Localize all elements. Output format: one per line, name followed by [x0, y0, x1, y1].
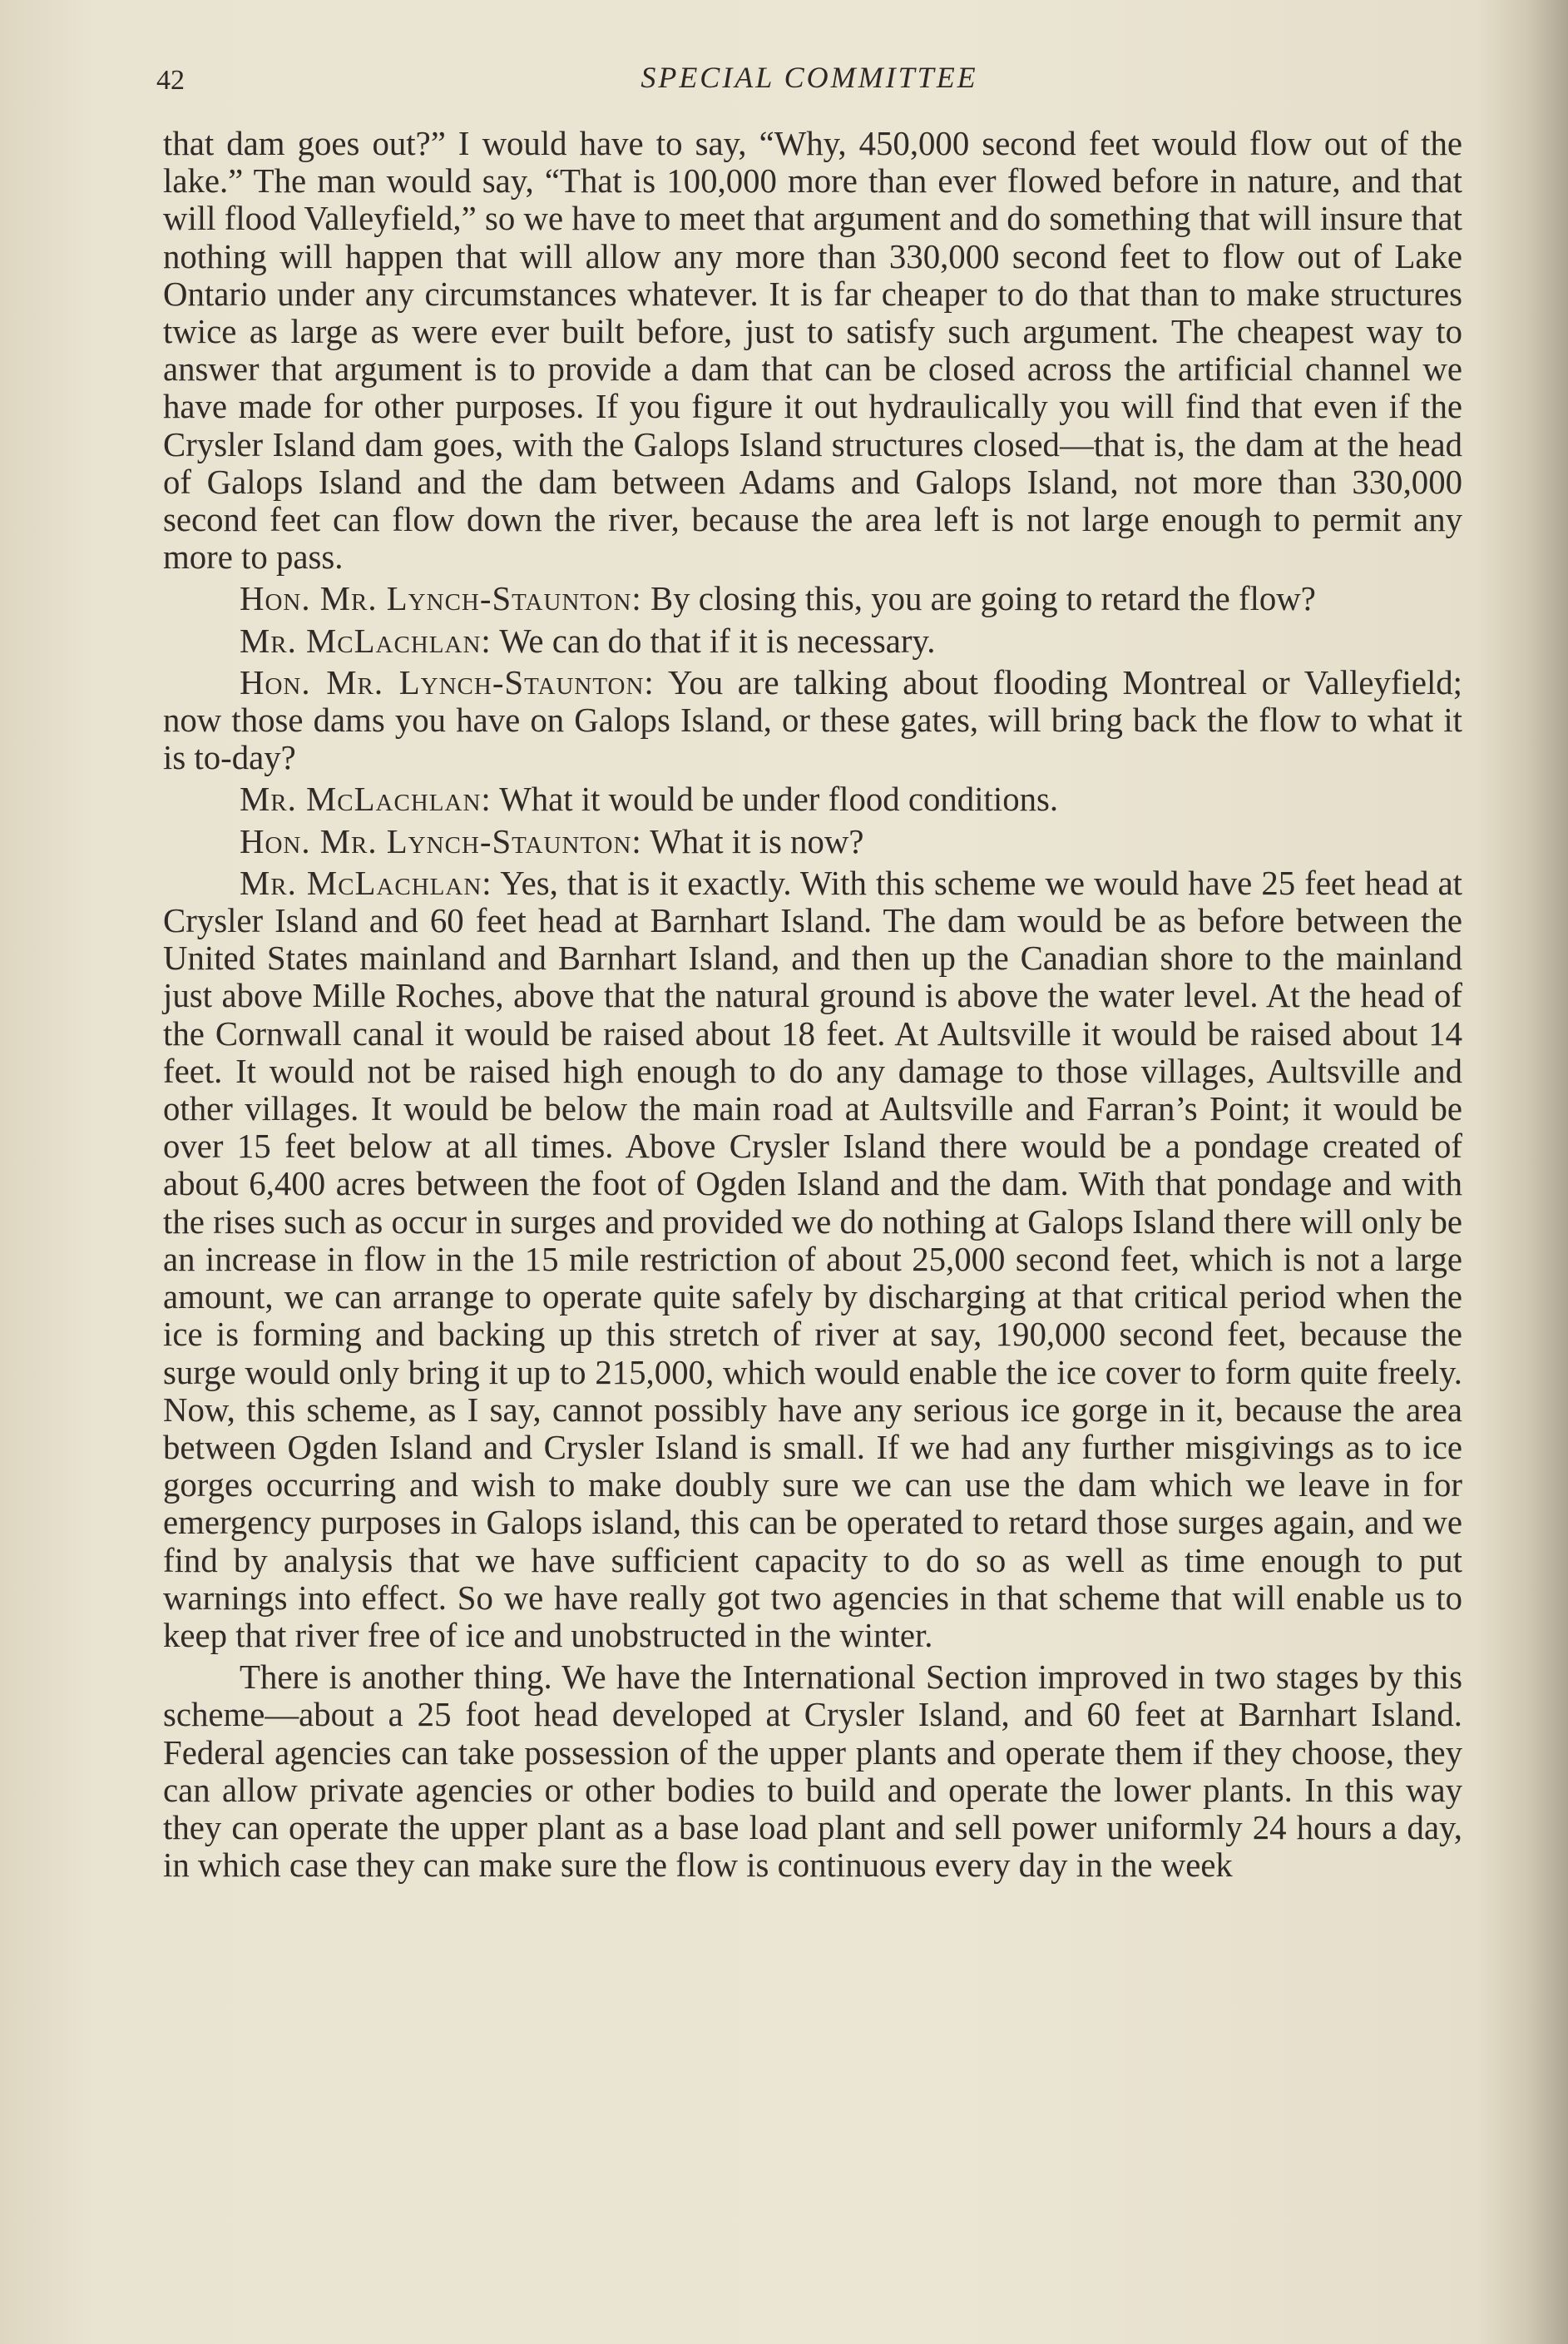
speaker-label: Hon. Mr. Lynch-Staunton:: [240, 580, 642, 618]
dialogue-paragraph: [163, 823, 1462, 860]
running-head: SPECIAL COMMITTEE: [641, 61, 978, 94]
paragraph: [163, 1658, 1462, 1884]
spine-shadow: [1476, 0, 1568, 2344]
dialogue-paragraph: [163, 580, 1462, 617]
dialogue-paragraph: [163, 622, 1462, 660]
paragraph-continuation: [163, 125, 1462, 576]
page-header: [156, 60, 1462, 102]
dialogue-paragraph: [163, 664, 1462, 777]
dialogue-text: What it is now?: [650, 822, 864, 860]
dialogue-text: You are talking about flooding Montreal or Valleyfield; now those dams you have on Galops Island, or these gates, will bring back the flow to what it is to-day?: [163, 663, 1463, 777]
paragraph-text: There is another thing. We have the International Section improved in two stages by this scheme—about a 25 foot head developed at Crysler Island, and 60 feet at Barnhart Island. Federal agencies can take possession of the upper plants and operate them if they choose, they can allow private agencies or other bodies to build and operate the lower plants. In this way they can operate the upper plant as a base load plant and sell power uniformly 24 hours a day, in which case they can make sure the flow is continuous every day in the week: [163, 1658, 1462, 1885]
dialogue-text: We can do that if it is necessary.: [499, 622, 936, 660]
dialogue-text: By closing this, you are going to retard the flow?: [650, 580, 1316, 618]
speaker-label: Hon. Mr. Lynch-Staunton:: [240, 663, 655, 701]
speaker-label: Mr. McLachlan:: [240, 622, 492, 660]
dialogue-text: What it would be under flood conditions.: [499, 781, 1059, 819]
dialogue-paragraph: [163, 781, 1462, 818]
body-text: [163, 125, 1462, 1888]
paragraph-text: that dam goes out?” I would have to say, “Why, 450,000 second feet would flow out of the lake.” The man would say, “That is 100,000 more than ever flowed before in nature, and that will flood Valleyfield,” so we have to meet that argument and do something that will insure that nothing will happen that will allow any more than 330,000 second feet to flow out of Lake Ontario under any circumstances whatever. It is far cheaper to do that than to make structures twice as large as were ever built before, just to satisfy such argument. The cheapest way to answer that argument is to provide a dam that can be closed across the artificial channel we have made for other purposes. If you figure it out hydraulically you will find that even if the Crysler Island dam goes, with the Galops Island structures closed—that is, the dam at the head of Galops Island and the dam between Adams and Galops Island, not more than 330,000 second feet can flow down the river, because the area left is not large enough to permit any more to pass.: [163, 125, 1462, 577]
page-number: 42: [156, 65, 185, 96]
dialogue-text: Yes, that is it exactly. With this scheme we would have 25 feet head at Crysler Island and 60 feet head at Barnhart Island. The dam would be as before between the United States mainland and Barnhart Island, and then up the Canadian shore to the mainland just above Mille Roches, above that the natural ground is above the water level. At the head of the Cornwall canal it would be raised about 18 feet. At Aultsville it would be raised about 14 feet. It would not be raised high enough to do any damage to those villages, Aultsville and other villages. It would be below the main road at Aultsville and Farran’s Point; it would be over 15 feet below at all times. Above Crysler Island there would be a pondage created of about 6,400 acres between the foot of Ogden Island and the dam. With that pondage and with the rises such as occur in surges and provided we do nothing at Galops Island there will only be an increase in flow in the 15 mile restriction of about 25,000 second feet, which is not a large amount, we can arrange to operate quite safely by discharging at that critical period when the ice is forming and backing up this stretch of river at say, 190,000 second feet, because the surge would only bring it up to 215,000, which would enable the ice cover to form quite freely. Now, this scheme, as I say, cannot possibly have any serious ice gorge in it, because the area between Ogden Island and Crysler Island is small. If we had any further misgivings as to ice gorges occurring and wish to make doubly sure we can use the dam which we leave in for emergency purposes in Galops island, this can be operated to retard those surges again, and we find by analysis that we have sufficient capacity to do so as well as time enough to put warnings into effect. So we have really got two agencies in that scheme that will enable us to keep that river free of ice and unobstructed in the winter.: [163, 864, 1463, 1654]
speaker-label: Mr. McLachlan:: [240, 781, 492, 819]
dialogue-paragraph: [163, 865, 1462, 1654]
speaker-label: Mr. McLachlan:: [240, 864, 492, 902]
speaker-label: Hon. Mr. Lynch-Staunton:: [240, 822, 642, 860]
